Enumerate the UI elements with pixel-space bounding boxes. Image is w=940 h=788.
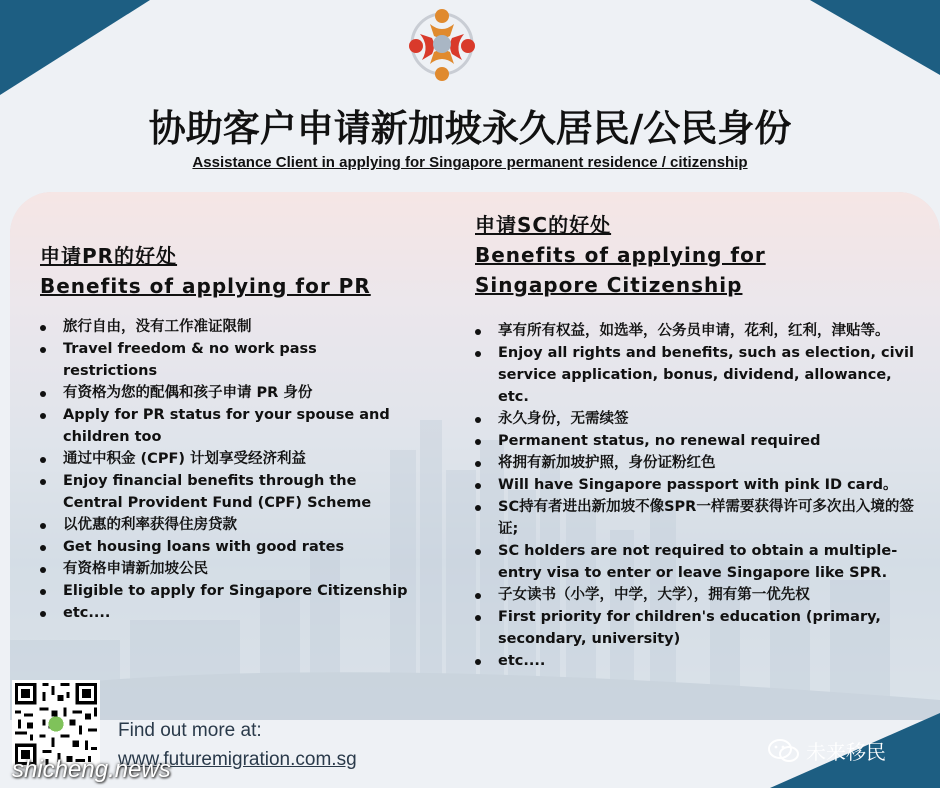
- page-subtitle: Assistance Client in applying for Singapore permanent residence / citizenship: [192, 154, 748, 171]
- corner-decoration-top-right: [810, 0, 940, 75]
- list-item: etc....: [40, 602, 410, 624]
- list-item: 有资格申请新加坡公民: [40, 558, 410, 580]
- list-item: Enjoy all rights and benefits, such as election, civil service application, bonus, dividend, allowance, etc.: [475, 342, 915, 408]
- list-item: 将拥有新加坡护照，身份证粉红色: [475, 452, 915, 474]
- website-link[interactable]: www.futuremigration.com.sg: [118, 749, 357, 770]
- list-item: 以优惠的利率获得住房贷款: [40, 514, 410, 536]
- wechat-name: 未来移民: [806, 740, 886, 764]
- sc-heading-en-line1: Benefits of applying for: [475, 243, 766, 267]
- list-item: Get housing loans with good rates: [40, 536, 410, 558]
- pr-heading-cn: 申请PR的好处: [40, 244, 178, 268]
- list-item: 享有所有权益，如选举，公务员申请，花利，红利，津贴等。: [475, 320, 915, 342]
- find-out-more-label: Find out more at:: [118, 720, 262, 741]
- list-item: Permanent status, no renewal required: [475, 430, 915, 452]
- wechat-icon: [768, 738, 800, 764]
- page-title: 协助客户申请新加坡永久居民/公民身份: [148, 106, 792, 150]
- list-item: Travel freedom & no work pass restrictions: [40, 338, 410, 382]
- list-item: First priority for children's education (primary, secondary, university): [475, 606, 915, 650]
- sc-benefits-heading-block: [475, 210, 915, 300]
- list-item: 子女读书（小学，中学，大学），拥有第一优先权: [475, 584, 915, 606]
- list-item: SC持有者进出新加坡不像SPR一样需要获得许可多次出入境的签证;: [475, 496, 915, 540]
- pr-benefits-list: [40, 316, 410, 624]
- list-item: Enjoy financial benefits through the Central Provident Fund (CPF) Scheme: [40, 470, 410, 514]
- list-item: Will have Singapore passport with pink ID card。: [475, 474, 915, 496]
- list-item: etc....: [475, 650, 915, 672]
- sc-heading-cn: 申请SC的好处: [475, 213, 612, 237]
- pr-heading-en: Benefits of applying for PR: [40, 274, 371, 298]
- list-item: 通过中积金 (CPF) 计划享受经济利益: [40, 448, 410, 470]
- list-item: 永久身份，无需续签: [475, 408, 915, 430]
- sc-benefits-list: [475, 320, 915, 672]
- pr-benefits-heading-block: [40, 241, 440, 301]
- list-item: SC holders are not required to obtain a multiple-entry visa to enter or leave Singapore like SPR.: [475, 540, 915, 584]
- list-item: 旅行自由，没有工作准证限制: [40, 316, 410, 338]
- qr-code-icon[interactable]: [12, 680, 100, 768]
- wechat-account: [768, 736, 886, 765]
- list-item: Eligible to apply for Singapore Citizenship: [40, 580, 410, 602]
- watermark: shicheng.news: [12, 756, 171, 783]
- list-item: Apply for PR status for your spouse and children too: [40, 404, 410, 448]
- corner-decoration-top-left: [0, 0, 150, 95]
- list-item: 有资格为您的配偶和孩子申请 PR 身份: [40, 382, 410, 404]
- sc-heading-en-line2: Singapore Citizenship: [475, 273, 743, 297]
- logo-icon: [402, 4, 482, 84]
